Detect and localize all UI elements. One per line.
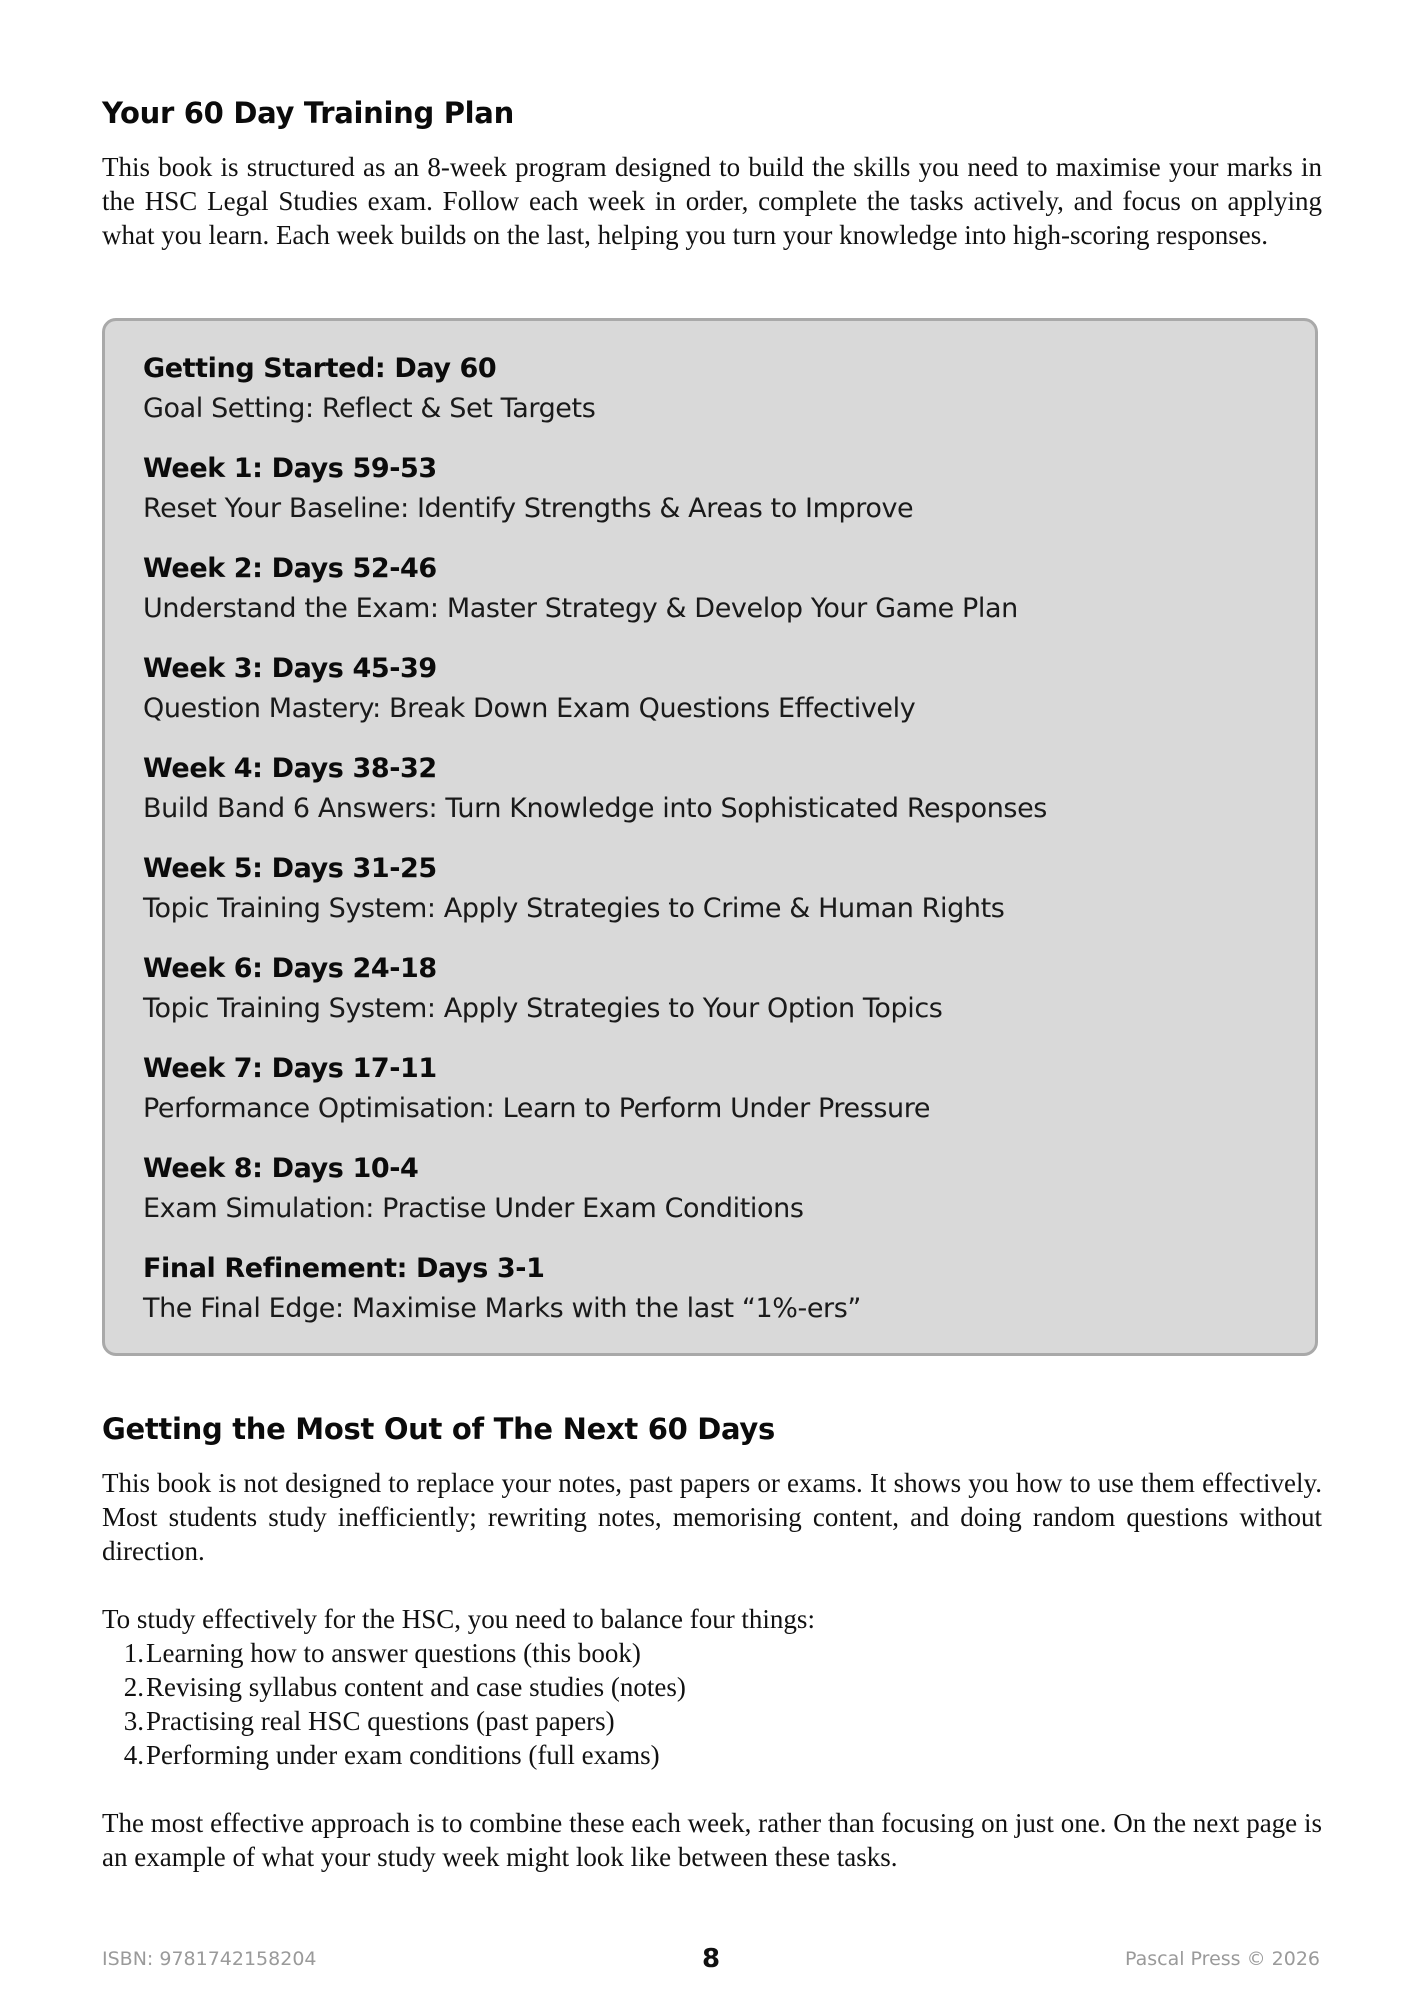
plan-item-description: Question Mastery: Break Down Exam Questions Effectively [143,693,916,724]
section-heading-next-60-days: Getting the Most Out of The Next 60 Days [102,1412,775,1446]
list-item [102,1636,686,1670]
plan-item-title: Week 5: Days 31-25 [143,853,437,884]
plan-item [143,549,1277,629]
plan-item-description: Exam Simulation: Practise Under Exam Conditions [143,1193,804,1224]
list-item-number: 4. [123,1740,144,1770]
plan-item [143,349,1277,429]
plan-item [143,749,1277,829]
list-item [102,1670,686,1704]
training-plan-box [102,318,1318,1356]
plan-item [143,1049,1277,1129]
plan-item-description: Topic Training System: Apply Strategies to Your Option Topics [143,993,943,1024]
plan-item [143,449,1277,529]
plan-item [143,649,1277,729]
plan-item-title: Week 1: Days 59-53 [143,453,437,484]
plan-item-description: Reset Your Baseline: Identify Strengths & Areas to Improve [143,493,914,524]
study-tasks-list [102,1636,686,1772]
plan-item [143,1149,1277,1229]
study-advice-paragraph: This book is not designed to replace your notes, past papers or exams. It shows you how to use them effectively. Most students study inefficiently; rewriting notes, memorising content, and doing random questions without direction. [102,1468,1322,1566]
plan-item-title: Week 2: Days 52-46 [143,553,437,584]
plan-item [143,949,1277,1029]
list-item-number: 2. [123,1672,144,1702]
plan-item-title: Final Refinement: Days 3-1 [143,1253,545,1284]
page-footer [102,1944,1320,1978]
plan-item-description: Goal Setting: Reflect & Set Targets [143,393,596,424]
plan-item-title: Week 6: Days 24-18 [143,953,437,984]
publisher-copyright: Pascal Press © 2026 [1125,1948,1320,1970]
list-item-text: Performing under exam conditions (full exams) [146,1740,660,1770]
intro-paragraph: This book is structured as an 8-week program designed to build the skills you need to maximise your marks in the HSC Legal Studies exam. Follow each week in order, complete the tasks actively, and focus on applying what you learn. Each week builds on the last, helping you turn your knowledge into high-scoring responses. [102,152,1322,250]
section-heading-training-plan: Your 60 Day Training Plan [102,96,514,130]
list-item-text: Learning how to answer questions (this book) [146,1638,641,1668]
list-item-number: 3. [123,1706,144,1736]
plan-item-title: Getting Started: Day 60 [143,353,497,384]
page-number: 8 [701,1944,721,1974]
plan-item-description: Topic Training System: Apply Strategies to Crime & Human Rights [143,893,1005,924]
plan-item [143,1249,1277,1329]
plan-item-description: The Final Edge: Maximise Marks with the last “1%-ers” [143,1293,862,1324]
plan-item-description: Build Band 6 Answers: Turn Knowledge into Sophisticated Responses [143,793,1047,824]
plan-item-title: Week 8: Days 10-4 [143,1153,419,1184]
list-item-text: Revising syllabus content and case studies (notes) [146,1672,686,1702]
plan-item [143,849,1277,929]
list-item-number: 1. [123,1638,144,1668]
list-item [102,1704,686,1738]
list-item [102,1738,686,1772]
plan-item-description: Understand the Exam: Master Strategy & Develop Your Game Plan [143,593,1018,624]
plan-item-title: Week 4: Days 38-32 [143,753,437,784]
closing-paragraph: The most effective approach is to combine these each week, rather than focusing on just one. On the next page is an example of what your study week might look like between these tasks. [102,1808,1322,1872]
plan-item-title: Week 3: Days 45-39 [143,653,437,684]
list-item-text: Practising real HSC questions (past papers) [146,1706,615,1736]
balance-lead-text: To study effectively for the HSC, you need to balance four things: [102,1604,815,1634]
isbn-text: ISBN: 9781742158204 [102,1948,317,1970]
plan-item-description: Performance Optimisation: Learn to Perform Under Pressure [143,1093,931,1124]
plan-item-title: Week 7: Days 17-11 [143,1053,437,1084]
